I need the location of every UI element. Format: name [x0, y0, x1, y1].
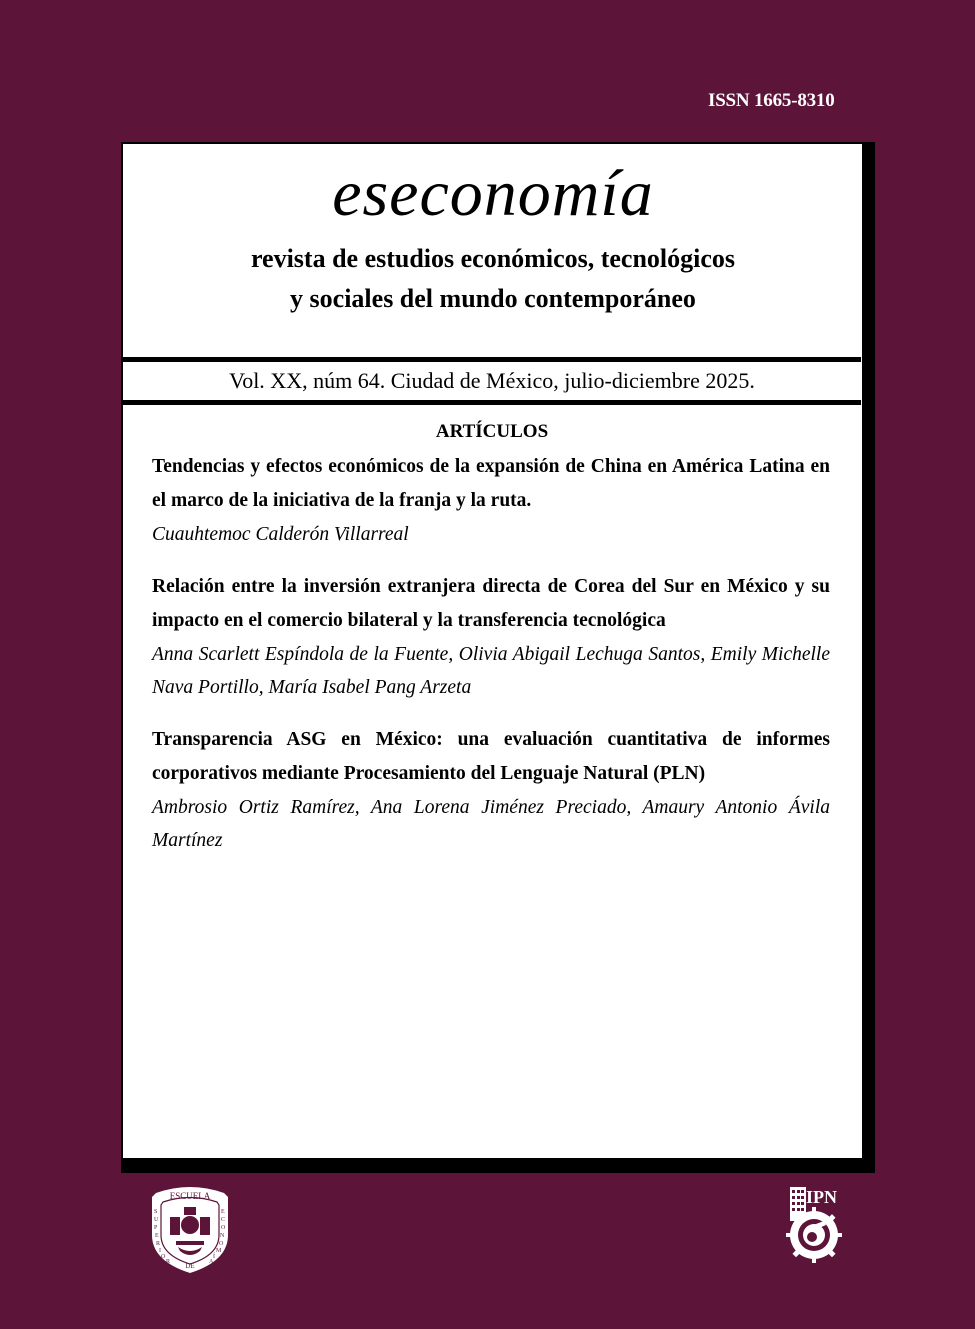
svg-text:P: P [154, 1225, 158, 1231]
article-authors: Ambrosio Ortiz Ramírez, Ana Lorena Jiménez Preciado, Amaury Antonio Ávila Martínez [152, 797, 830, 851]
svg-text:O: O [221, 1225, 226, 1231]
svg-text:R: R [166, 1259, 171, 1265]
svg-text:N: N [220, 1233, 225, 1239]
ipn-emblem-icon [782, 1181, 846, 1265]
article-authors: Cuauhtemoc Calderón Villarreal [152, 524, 409, 545]
article-item [152, 450, 830, 551]
article-item [152, 570, 830, 704]
svg-text:IPN: IPN [806, 1187, 837, 1207]
journal-subtitle-line-1: revista de estudios económicos, tecnológicos [250, 244, 736, 273]
journal-title: eseconomía [332, 157, 654, 230]
svg-text:O: O [219, 1241, 224, 1247]
journal-subtitle-line-2: y sociales del mundo contemporáneo [290, 284, 696, 313]
svg-text:DE: DE [185, 1262, 195, 1270]
divider-top [123, 357, 861, 362]
svg-text:O: O [161, 1254, 166, 1260]
article-title: Relación entre la inversión extranjera directa de Corea del Sur en México y su impacto en el comercio bilateral y la transferencia tecnológica [152, 576, 830, 631]
svg-text:S: S [154, 1209, 158, 1215]
svg-text:Í: Í [213, 1254, 215, 1260]
escuela-superior-de-economia-crest-icon [148, 1183, 232, 1275]
article-title: Tendencias y efectos económicos de la expansión de China en América Latina en el marco de la iniciativa de la franja y la ruta. [152, 456, 830, 511]
svg-text:U: U [154, 1217, 159, 1223]
journal-subtitle [123, 239, 863, 319]
svg-text:E: E [155, 1233, 159, 1239]
svg-text:M: M [216, 1248, 222, 1254]
svg-text:I: I [159, 1248, 161, 1254]
svg-text:A: A [209, 1259, 214, 1265]
svg-text:C: C [221, 1217, 226, 1223]
article-title: Transparencia ASG en México: una evaluación cuantitativa de informes corporativos mediante Procesamiento del Lenguaje Natural (PLN) [152, 729, 830, 784]
cover-card [122, 143, 862, 1158]
article-list [152, 450, 830, 876]
svg-text:E: E [221, 1209, 225, 1215]
divider-bottom [123, 400, 861, 405]
section-heading: ARTÍCULOS [435, 421, 549, 442]
svg-text:ESCUELA: ESCUELA [169, 1191, 211, 1201]
svg-text:R: R [156, 1241, 161, 1247]
article-authors: Anna Scarlett Espíndola de la Fuente, Olivia Abigail Lechuga Santos, Emily Michelle Nava Portillo, María Isabel Pang Arzeta [152, 644, 830, 698]
issue-volume-line: Vol. XX, núm 64. Ciudad de México, julio-diciembre 2025. [229, 368, 755, 393]
issn-label: ISSN 1665-8310 [708, 90, 835, 111]
article-item [152, 723, 830, 857]
